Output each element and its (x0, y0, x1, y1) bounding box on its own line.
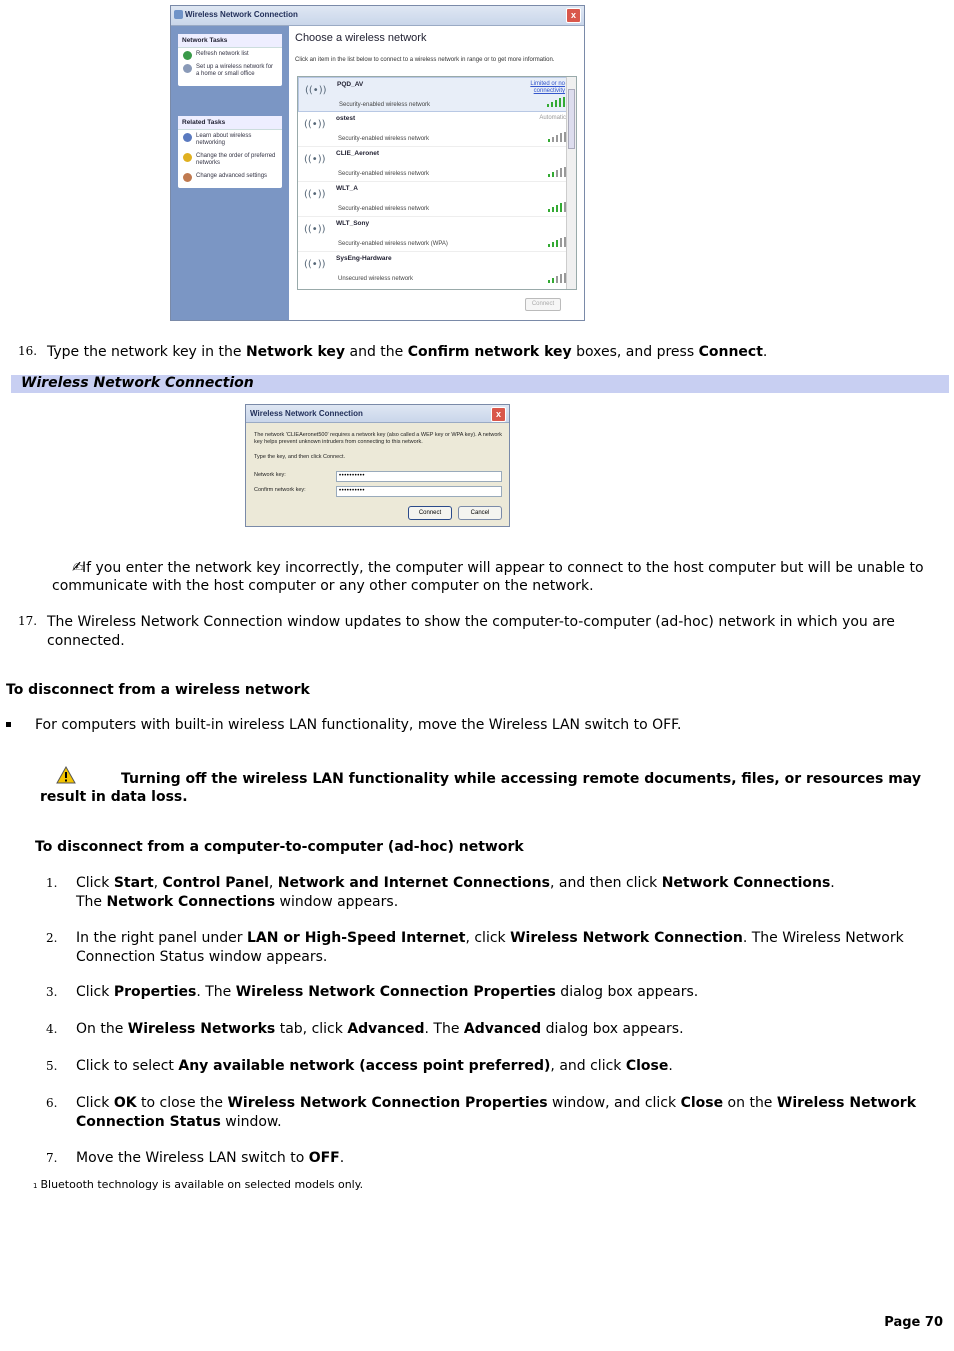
scroll-thumb[interactable] (568, 89, 575, 149)
bullet-icon (6, 722, 11, 727)
step-number: 1. (46, 876, 58, 890)
choose-network-screenshot (170, 5, 585, 321)
star-icon (183, 153, 192, 162)
pane-heading: Choose a wireless network (295, 32, 427, 44)
step-number: 2. (46, 931, 58, 945)
network-item[interactable]: ((•)) PQD_AV Security-enabled wireless network Limited or no connectivity (298, 77, 576, 112)
section-bar-title: Wireless Network Connection (21, 375, 254, 391)
cancel-button[interactable]: Cancel (458, 506, 502, 520)
adhoc-step-4: On the Wireless Networks tab, click Advanced. The Advanced dialog box appears. (76, 1021, 684, 1037)
confirm-key-label: Confirm network key: (254, 487, 306, 493)
network-item[interactable]: ((•)) WLT_A Security-enabled wireless network (298, 182, 576, 217)
title-bar (246, 405, 509, 423)
task-advanced[interactable]: Change advanced settings (178, 170, 282, 188)
adhoc-step-6: Click OK to close the Wireless Network Connection Properties window, and click Close on the Wireless Network Connection Status window. (76, 1095, 917, 1130)
scrollbar[interactable] (566, 77, 576, 289)
antenna-icon: ((•)) (304, 119, 326, 130)
adhoc-step-2: In the right panel under LAN or High-Speed Internet, click Wireless Network Connection. The Wireless Network Connection Status window appears. (76, 930, 904, 965)
antenna-icon: ((•)) (304, 259, 326, 270)
adhoc-step-5: Click to select Any available network (access point preferred), and click Close. (76, 1058, 673, 1074)
adhoc-step-1: Click Start, Control Panel, Network and Internet Connections, and then click Network Connections. The Network Connections window appears. (76, 875, 835, 910)
task-setup-network[interactable]: Set up a wireless network for a home or small office (178, 61, 282, 86)
close-button[interactable]: x (566, 8, 581, 23)
step-number: 4. (46, 1022, 58, 1036)
page-number: Page 70 (884, 1315, 943, 1330)
task-refresh[interactable]: Refresh network list (178, 48, 282, 61)
pane-description: Click an item in the list below to connect to a wireless network in range or to get more information. (295, 57, 555, 63)
network-key-field[interactable]: •••••••••• (336, 471, 502, 482)
close-button[interactable]: x (491, 407, 506, 422)
signal-icon (548, 273, 566, 283)
connect-button[interactable]: Connect (525, 298, 561, 311)
connection-status[interactable]: Limited or no connectivity (530, 81, 565, 94)
network-item[interactable]: ((•)) SysEng-Hardware Unsecured wireless network (298, 252, 576, 287)
adhoc-heading: To disconnect from a computer-to-computer (ad-hoc) network (35, 839, 524, 855)
network-icon (174, 10, 183, 19)
network-key-dialog-screenshot (245, 404, 510, 527)
connect-button[interactable]: Connect (408, 506, 452, 520)
refresh-icon (183, 51, 192, 60)
dialog-prompt: Type the key, and then click Connect. (254, 454, 346, 460)
window-title: Wireless Network Connection (185, 10, 298, 19)
signal-icon (548, 167, 566, 177)
step-number: 5. (46, 1059, 58, 1073)
step-number: 7. (46, 1151, 58, 1165)
step-number: 17. (18, 614, 38, 628)
network-tasks-box (178, 34, 282, 86)
footnote: 1 Bluetooth technology is available on selected models only. (33, 1178, 364, 1191)
task-order[interactable]: Change the order of preferred networks (178, 150, 282, 170)
network-key-label: Network key: (254, 472, 286, 478)
help-icon (183, 133, 192, 142)
title-bar (171, 6, 584, 26)
note-paragraph: ✍If you enter the network key incorrectly, the computer will appear to connect to the host computer but will be unable to communicate with the host computer or any other computer on the network. (52, 558, 924, 594)
confirm-key-field[interactable]: •••••••••• (336, 486, 502, 497)
step-number: 6. (46, 1096, 58, 1110)
adhoc-step-7: Move the Wireless LAN switch to OFF. (76, 1150, 345, 1166)
antenna-icon: ((•)) (304, 224, 326, 235)
window-title: Wireless Network Connection (250, 409, 363, 418)
network-tasks-header: Network Tasks (178, 34, 282, 48)
footnote-mark: 1 (33, 1182, 38, 1190)
task-learn[interactable]: Learn about wireless networking (178, 130, 282, 150)
signal-icon (548, 202, 566, 212)
antenna-icon: ((•)) (305, 85, 327, 96)
warning-text: Turning off the wireless LAN functionality while accessing remote documents, files, or resources may result in data loss. (40, 771, 921, 805)
disconnect-wireless-heading: To disconnect from a wireless network (6, 682, 310, 698)
network-item[interactable]: ((•)) ostest Security-enabled wireless network Automatic (298, 112, 576, 147)
step-number: 3. (46, 985, 58, 999)
related-tasks-box (178, 116, 282, 188)
step-17-text: The Wireless Network Connection window updates to show the computer-to-computer (ad-hoc) network in which you are connected. (47, 614, 895, 649)
step-16-text: Type the network key in the Network key and the Confirm network key boxes, and press Connect. (47, 344, 768, 360)
antenna-icon: ((•)) (304, 189, 326, 200)
pencil-icon: ✍ (72, 558, 85, 576)
network-list (297, 76, 577, 290)
step-number: 16. (18, 344, 38, 358)
setup-icon (183, 64, 192, 73)
connection-status: Automatic (539, 115, 566, 121)
dialog-message: The network 'CLIEAeronet500' requires a network key (also called a WEP key or WPA key). A network key helps prevent unknown intruders from connecting to this network. (254, 432, 502, 445)
signal-icon (548, 132, 566, 142)
adhoc-step-3: Click Properties. The Wireless Network Connection Properties dialog box appears. (76, 984, 699, 1000)
signal-icon (547, 97, 565, 107)
signal-icon (548, 237, 566, 247)
related-tasks-header: Related Tasks (178, 116, 282, 130)
settings-icon (183, 173, 192, 182)
antenna-icon: ((•)) (304, 154, 326, 165)
network-pane (289, 26, 584, 320)
network-item[interactable]: ((•)) WLT_Sony Security-enabled wireless network (WPA) (298, 217, 576, 252)
bullet-text: For computers with built-in wireless LAN functionality, move the Wireless LAN switch to OFF. (35, 717, 682, 733)
task-pane (171, 26, 289, 320)
network-item[interactable]: ((•)) CLIE_Aeronet Security-enabled wireless network (298, 147, 576, 182)
section-bar (11, 375, 949, 393)
